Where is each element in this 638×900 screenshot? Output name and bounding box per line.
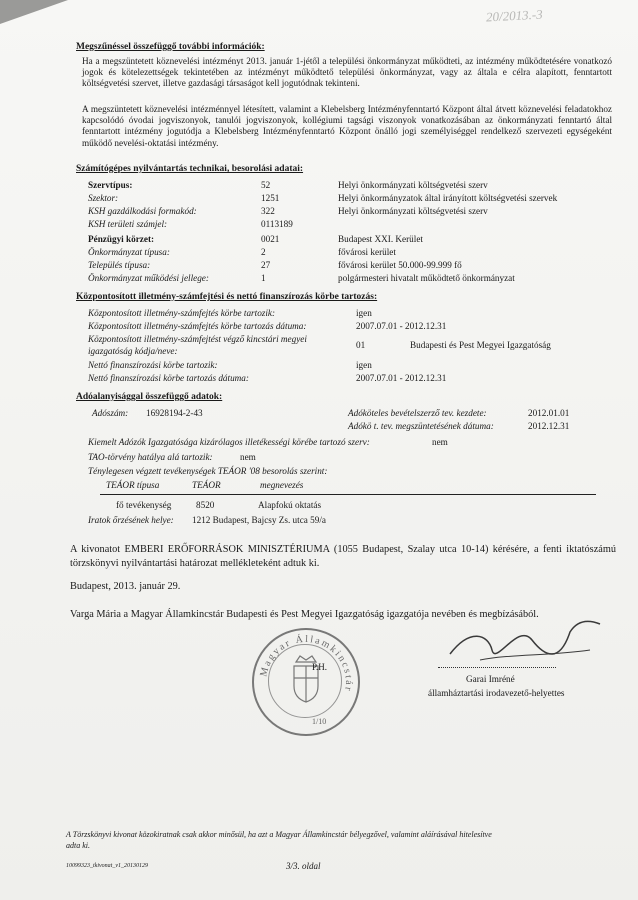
paragraph-klebelsberg: A megszüntetett köznevelési intézménnyel létesített, valamint a Klebelsberg Intézményfenntartó Központ által átvett köznevelési feladatokhoz kapcsolódó óvodai jogviszonyok, tanulói jogviszonyok, kollégiumi tagsági viszonyok vonatkozásában az önkormányzati fenntartó által fenntartott intézmény jogutódja a Klebelsberg Intézményfenntartó Központ önálló jogi személyiséggel rendelkező szervezeti egységeként működő nevelési-oktatási intézmény. xyxy=(82,104,612,148)
value-tev-kezdete: 2012.01.01 xyxy=(528,408,570,418)
desc-szervtipus: Helyi önkormányzati költségvetési szerv xyxy=(338,180,488,190)
footer-file-id: 10099323_tkivonat_v1_20130129 xyxy=(66,863,148,869)
label-tev-kezdete: Adóköteles bevételszerző tev. kezdete: xyxy=(348,408,487,418)
teaor-header-megnevezes: megnevezés xyxy=(260,480,304,490)
label-telepules-tipus: Település típusa: xyxy=(88,260,151,270)
desc-telepules-tipus: fővárosi kerület 50.000-99.999 fő xyxy=(338,260,462,270)
label-mukodesi-jelleg: Önkormányzat működési jellege: xyxy=(88,273,209,283)
teaor-row-tipus: fő tevékenység xyxy=(116,500,172,510)
label-kincstari-igazgatosag-b: igazgatóság kódja/neve: xyxy=(88,346,178,356)
code-penzugyi-korzet: 0021 xyxy=(261,234,280,244)
section-title-nyilvantartas: Számítógépes nyilvántartás technikai, besorolási adatai: xyxy=(76,164,304,174)
teaor-header-kod: TEÁOR xyxy=(192,480,221,490)
section-title-adoalany: Adóalanyisággal összefüggő adatok: xyxy=(76,392,223,402)
desc-ksh-forma: Helyi önkormányzati költségvetési szerv xyxy=(338,206,488,216)
value-netto-datum: 2007.07.01 - 2012.12.31 xyxy=(356,373,447,383)
value-szamfejtes-datum: 2007.07.01 - 2012.12.31 xyxy=(356,321,447,331)
code-ksh-forma: 322 xyxy=(261,206,275,216)
value-tao: nem xyxy=(240,452,256,462)
stamp-ring-label: Magyar Államkincstár xyxy=(258,633,355,694)
teaor-header-tipus: TEÁOR típusa xyxy=(106,480,160,490)
label-iratok: Iratok őrzésének helye: xyxy=(88,515,174,525)
footer-note-line2: adta ki. xyxy=(66,841,90,850)
value-kiemelt-adozok: nem xyxy=(432,437,448,447)
label-szervtipus: Szervtípus: xyxy=(88,180,133,190)
label-penzugyi-korzet: Pénzügyi körzet: xyxy=(88,234,155,244)
teaor-row-kod: 8520 xyxy=(196,500,215,510)
value-iratok: 1212 Budapest, Bajcsy Zs. utca 59/a xyxy=(192,515,326,525)
label-ksh-forma: KSH gazdálkodási formakód: xyxy=(88,206,197,216)
footer-note-line1: A Törzskönyvi kivonat közokiratnak csak akkor minősül, ha azt a Magyar Államkincstár bélyegzővel, valamint aláírásával hitelesítve xyxy=(66,830,492,839)
teaor-table-rule xyxy=(100,494,596,495)
code-onkormanyzat-tipus: 2 xyxy=(261,247,266,257)
value-adoszam: 16928194-2-43 xyxy=(146,408,203,418)
signatory-title: államháztartási irodavezető-helyettes xyxy=(428,688,565,698)
section-title-kozpontositott: Központosított illetmény-számfejtési és nettó finanszírozás körbe tartozás: xyxy=(76,292,378,302)
label-tao: TAO-törvény hatálya alá tartozik: xyxy=(88,452,213,462)
desc-mukodesi-jelleg: polgármesteri hivatalt működtető önkormányzat xyxy=(338,273,515,283)
label-netto-datum: Nettó finanszírozási körbe tartozás dátuma: xyxy=(88,373,249,383)
paragraph-jogutod: Ha a megszüntetett köznevelési intézményt 2013. január 1-jétől a települési önkormányzat működteti, az intézmény működtetésére vonatkozó jogok és kötelezettségek tekintetében az intézményt működtető települési önkormányzat, vagy az általa e célra alapított, fenntartott költségvetési szervet, illetve gazdasági társaságot kell jogutódnak tekinteni. xyxy=(82,56,612,89)
desc-szektor: Helyi önkormányzatok által irányított költségvetési szervek xyxy=(338,193,558,203)
stamp-ph-label: P.H. xyxy=(312,662,328,672)
official-stamp xyxy=(252,628,360,736)
code-szektor: 1251 xyxy=(261,193,280,203)
stamp-ring-text xyxy=(254,630,358,734)
code-ksh-teruleti: 0113189 xyxy=(261,219,293,229)
label-ksh-teruleti: KSH területi számjel: xyxy=(88,219,168,229)
label-onkormanyzat-tipus: Önkormányzat típusa: xyxy=(88,247,170,257)
closing-paragraph: A kivonatot EMBERI ERŐFORRÁSOK MINISZTÉRIUMA (1055 Budapest, Szalay utca 10-14) kérésére, a fenti iktatószámú törzskönyvi nyilvántartási határozat mellékleteként adtuk ki. xyxy=(70,544,616,569)
bleed-through-decoration xyxy=(350,158,352,168)
code-mukodesi-jelleg: 1 xyxy=(261,273,266,283)
label-szamfejtes-kor: Központosított illetmény-számfejtés körbe tartozik: xyxy=(88,308,276,318)
code-szervtipus: 52 xyxy=(261,180,271,190)
value-igazgatosag-nev: Budapesti és Pest Megyei Igazgatóság xyxy=(410,340,551,350)
signature-line xyxy=(438,667,556,668)
label-kiemelt-adozok: Kiemelt Adózók Igazgatósága kizárólagos illetékességi körébe tartozó szerv: xyxy=(88,437,370,447)
desc-onkormanyzat-tipus: fővárosi kerület xyxy=(338,247,396,257)
label-netto-kor: Nettó finanszírozási körbe tartozik: xyxy=(88,360,218,370)
section-title-megszunes: Megszűnéssel összefüggő további információk: xyxy=(76,42,265,52)
label-kincstari-igazgatosag-a: Központosított illetmény-számfejtést végző kincstári megyei xyxy=(88,334,307,344)
desc-penzugyi-korzet: Budapest XXI. Kerület xyxy=(338,234,423,244)
closing-authority: Varga Mária a Magyar Államkincstár Budapesti és Pest Megyei Igazgatóság igazgatója nevében és megbízásából. xyxy=(70,609,539,620)
page-corner-fold xyxy=(0,0,68,24)
value-szamfejtes-kor: igen xyxy=(356,308,372,318)
label-szamfejtes-datum: Központosított illetmény-számfejtés körbe tartozás dátuma: xyxy=(88,321,307,331)
value-igazgatosag-kod: 01 xyxy=(356,340,366,350)
handwritten-signature xyxy=(440,610,610,670)
code-telepules-tipus: 27 xyxy=(261,260,271,270)
teaor-row-megnevezes: Alapfokú oktatás xyxy=(258,500,322,510)
label-szektor: Szektor: xyxy=(88,193,119,203)
label-teaor-title: Ténylegesen végzett tevékenységek TEÁOR '08 besorolás szerint: xyxy=(88,466,328,476)
value-tev-megszunes: 2012.12.31 xyxy=(528,421,570,431)
stamp-number: 1/10 xyxy=(312,717,327,726)
label-adoszam: Adószám: xyxy=(92,408,129,418)
closing-date: Budapest, 2013. január 29. xyxy=(70,581,181,592)
signatory-name: Garai Imréné xyxy=(466,674,515,684)
value-netto-kor: igen xyxy=(356,360,372,370)
handwritten-file-number: 20/2013.-3 xyxy=(485,6,544,25)
footer-page-number: 3/3. oldal xyxy=(286,861,321,871)
label-tev-megszunes: Adókö t. tev. megszüntetésének dátuma: xyxy=(348,421,494,431)
